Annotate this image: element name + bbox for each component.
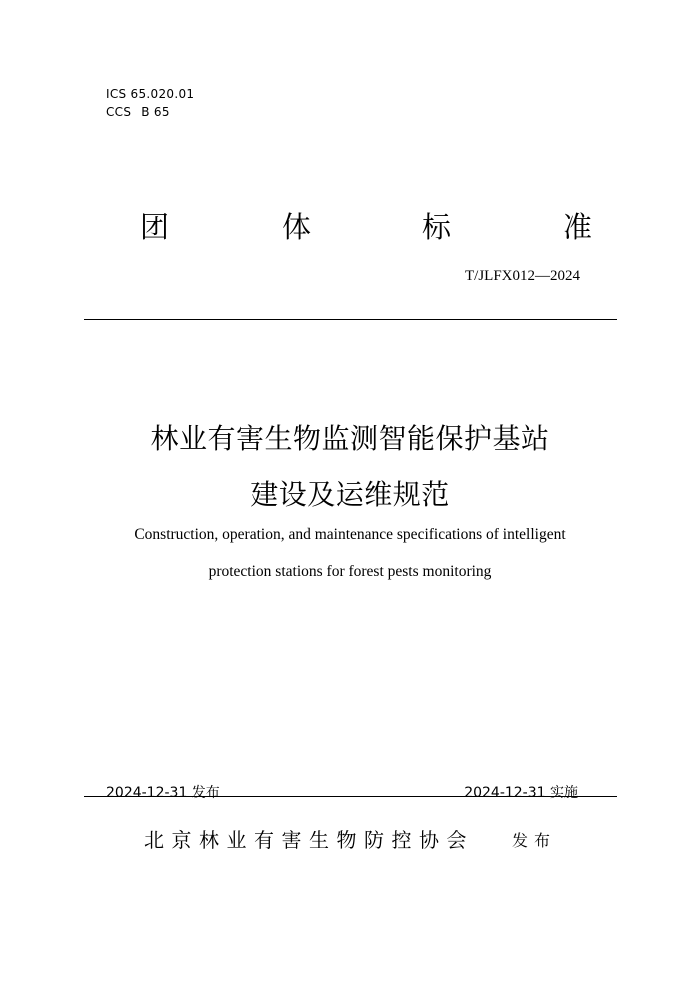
ccs-value: B 65 bbox=[141, 105, 170, 119]
top-divider bbox=[84, 319, 617, 320]
issuing-organization: 北京林业有害生物防控协会 bbox=[144, 828, 474, 852]
title-en-line1: Construction, operation, and maintenance specifications of intelligent bbox=[134, 526, 566, 543]
publish-date: 2024-12-31 发布 bbox=[106, 785, 220, 801]
title-zh-line1: 林业有害生物监测智能保护基站 bbox=[150, 422, 550, 455]
implement-date: 2024-12-31 实施 bbox=[464, 785, 578, 801]
ccs-code bbox=[106, 105, 170, 119]
title-zh-line2: 建设及运维规范 bbox=[250, 478, 450, 511]
standard-type-char: 团 bbox=[140, 210, 170, 244]
bottom-divider bbox=[84, 796, 617, 797]
ccs-label: CCS bbox=[106, 105, 132, 119]
ics-code: ICS 65.020.01 bbox=[106, 87, 195, 101]
standard-number: T/JLFX012—2024 bbox=[464, 268, 580, 284]
title-en-line2: protection stations for forest pests monitoring bbox=[208, 563, 492, 580]
standard-type-char: 标 bbox=[422, 210, 452, 244]
issue-label: 发布 bbox=[512, 831, 557, 850]
standard-type-char: 准 bbox=[563, 210, 593, 244]
standard-type-char: 体 bbox=[282, 210, 312, 244]
